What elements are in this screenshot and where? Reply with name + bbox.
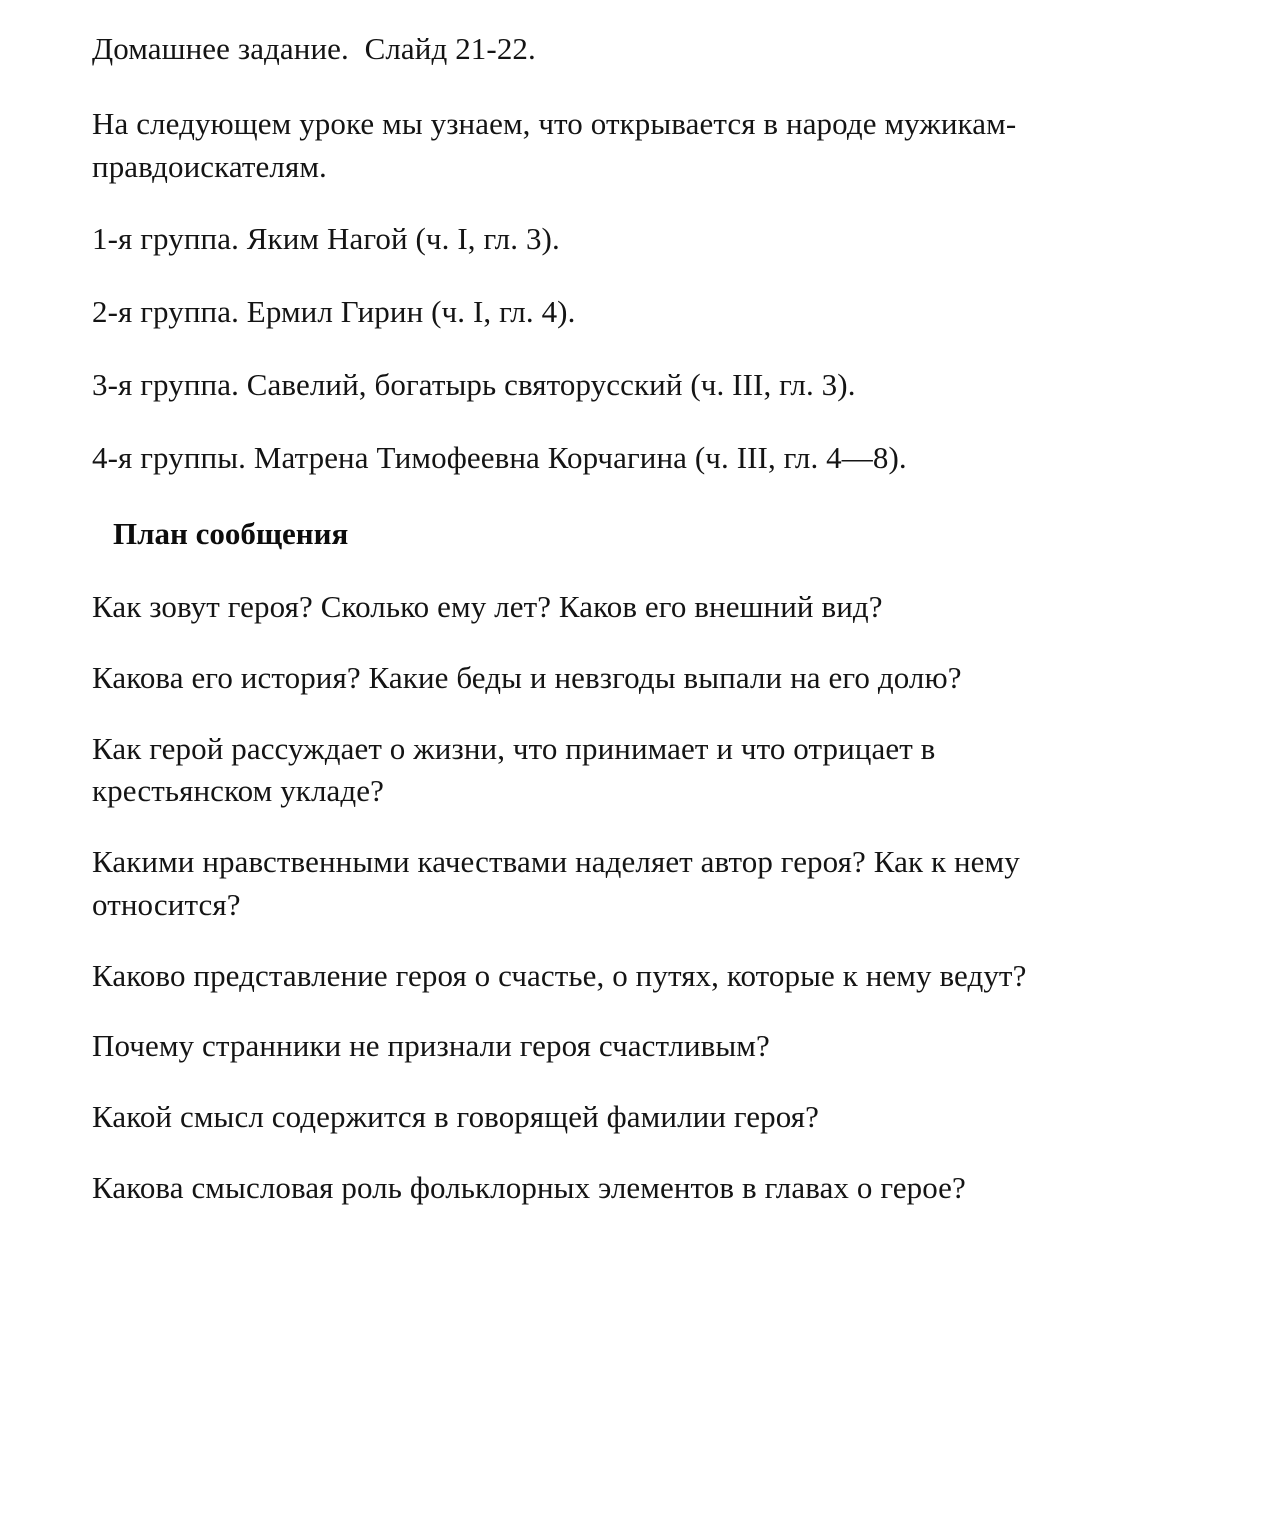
group-item-2: 2-я группа. Ермил Гирин (ч. I, гл. 4). [92, 294, 576, 330]
group-item-1: 1-я группа. Яким Нагой (ч. I, гл. 3). [92, 221, 560, 257]
plan-question-6: Почему странники не признали героя счастливым? [92, 1028, 770, 1064]
plan-section-heading: План сообщения [113, 516, 349, 552]
plan-question-5: Каково представление героя о счастье, о путях, которые к нему ведут? [92, 957, 1027, 993]
group-item-4: 4-я группы. Матрена Тимофеевна Корчагина (ч. III, гл. 4—8). [92, 439, 907, 475]
document-body [92, 28, 1169, 1210]
group-item-3: 3-я группа. Савелий, богатырь святорусский (ч. III, гл. 3). [92, 366, 856, 402]
plan-question-7: Какой смысл содержится в говорящей фамилии героя? [92, 1099, 819, 1135]
plan-question-8: Какова смысловая роль фольклорных элементов в главах о герое? [92, 1170, 966, 1206]
homework-assignment-line: Домашнее задание. Слайд 21-22. [92, 31, 536, 66]
plan-question-1: Как зовут героя? Сколько ему лет? Каков его внешний вид? [92, 589, 883, 625]
intro-paragraph: На следующем уроке мы узнаем, что открывается в народе мужикам-правдоискателям. [92, 105, 1017, 184]
plan-question-3: Как герой рассуждает о жизни, что принимает и что отрицает в крестьянском укладе? [92, 730, 944, 809]
plan-question-2: Какова его история? Какие беды и невзгоды выпали на его долю? [92, 659, 962, 695]
plan-question-4: Какими нравственными качествами наделяет автор героя? Как к нему относится? [92, 844, 1028, 922]
